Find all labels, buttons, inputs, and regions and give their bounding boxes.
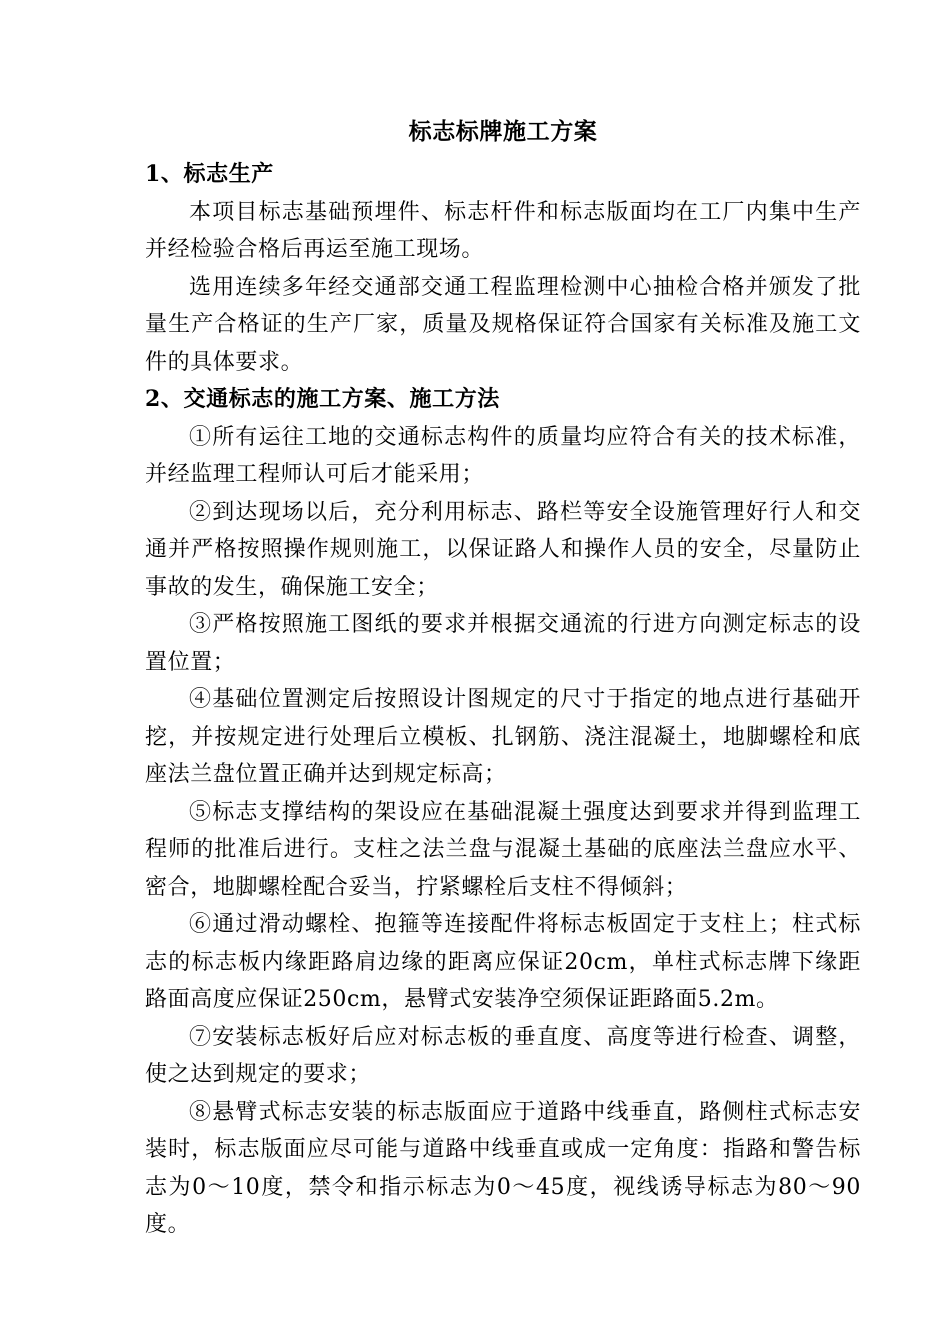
section2-item-8: ⑧悬臂式标志安装的标志版面应于道路中线垂直，路侧柱式标志安装时，标志版面应尽可能与道路中线垂直或成一定角度：指路和警告标志为0～10度，禁令和指示标志为0～45度，视线诱导标志为80～90度。 [145, 1099, 861, 1237]
document-page [145, 112, 861, 1244]
section-heading-2: 2、交通标志的施工方案、施工方法 [145, 386, 500, 412]
section2-item-3: ③严格按照施工图纸的要求并根据交通流的行进方向测定标志的设置位置； [145, 612, 861, 675]
section2-item-5: ⑤标志支撑结构的架设应在基础混凝土强度达到要求并得到监理工程师的批准后进行。支柱之法兰盘与混凝土基础的底座法兰盘应水平、密合，地脚螺栓配合妥当，拧紧螺栓后支柱不得倾斜； [145, 799, 861, 900]
section-heading-1: 1、标志生产 [145, 161, 274, 187]
document-title: 标志标牌施工方案 [408, 118, 598, 145]
section2-item-6: ⑥通过滑动螺栓、抱箍等连接配件将标志板固定于支柱上；柱式标志的标志板内缘距路肩边缘的距离应保证20cm，单柱式标志牌下缘距路面高度应保证250cm，悬臂式安装净空须保证距路面5.2m。 [145, 912, 861, 1012]
section1-paragraph: 选用连续多年经交通部交通工程监理检测中心抽检合格并颁发了批量生产合格证的生产厂家，质量及规格保证符合国家有关标准及施工文件的具体要求。 [145, 274, 861, 375]
section2-item-4: ④基础位置测定后按照设计图规定的尺寸于指定的地点进行基础开挖，并按规定进行处理后立模板、扎钢筋、浇注混凝土，地脚螺栓和底座法兰盘位置正确并达到规定标高； [145, 687, 861, 787]
section2-item-7: ⑦安装标志板好后应对标志板的垂直度、高度等进行检查、调整，使之达到规定的要求； [145, 1024, 861, 1087]
section2-item-1: ①所有运往工地的交通标志构件的质量均应符合有关的技术标准，并经监理工程师认可后才能采用； [145, 424, 861, 487]
section1-paragraph: 本项目标志基础预埋件、标志杆件和标志版面均在工厂内集中生产并经检验合格后再运至施工现场。 [145, 199, 861, 262]
section2-item-2: ②到达现场以后，充分利用标志、路栏等安全设施管理好行人和交通并严格按照操作规则施工，以保证路人和操作人员的安全，尽量防止事故的发生，确保施工安全； [145, 499, 861, 600]
